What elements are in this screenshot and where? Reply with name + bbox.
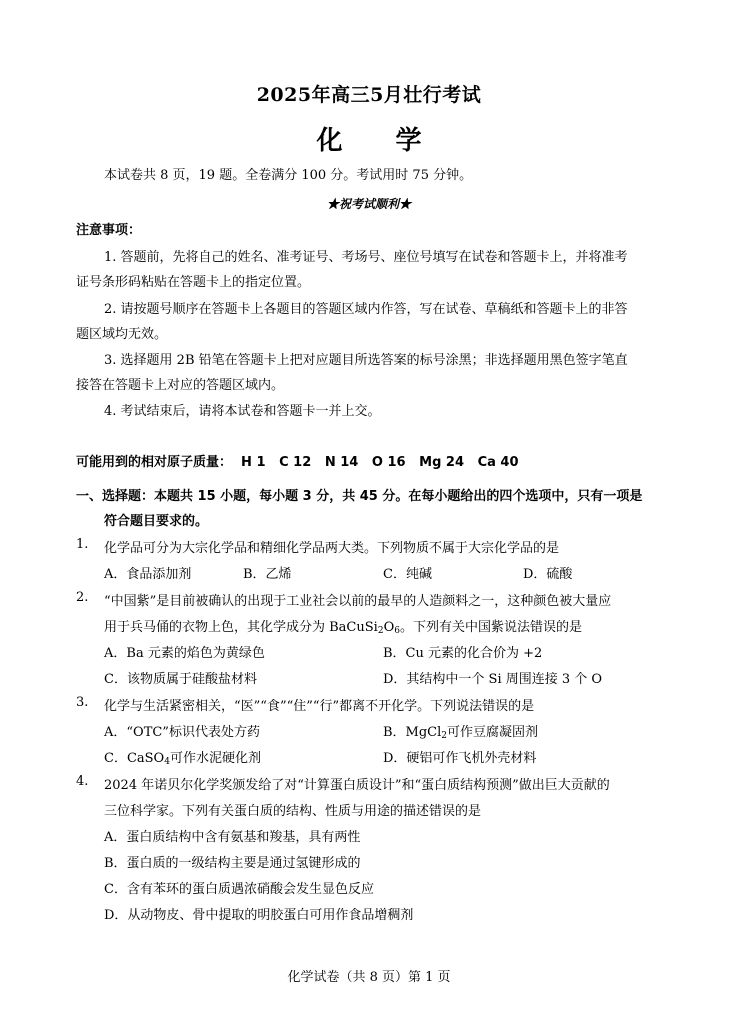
- q1-option-c: C．纯碱: [383, 567, 432, 582]
- q1-option-a: A．食品添加剂: [104, 567, 192, 582]
- q2-number: 2.: [76, 590, 89, 605]
- exam-title: 2025年高三5月壮行考试: [256, 84, 482, 106]
- q1-number: 1.: [76, 537, 89, 552]
- q3-option-b-pre: B．MgCl: [383, 725, 442, 740]
- subject-title: 化 学: [316, 126, 444, 156]
- q2-stem-line-2: [104, 616, 582, 635]
- good-luck-banner: ★祝考试顺利★: [326, 197, 411, 211]
- q1-option-b: B．乙烯: [243, 567, 292, 582]
- q3-option-a: A．“OTC”标识代表处方药: [104, 725, 260, 740]
- q2-option-c: C．该物质属于硅酸盐材料: [104, 672, 257, 687]
- q2-stem-pre: 用于兵马俑的衣物上色，其化学成分为 BaCuSi: [104, 620, 378, 635]
- note-2-line-1: 2. 请按题号顺序在答题卡上各题目的答题区域内作答，写在试卷、草稿纸和答题卡上的非答: [104, 302, 628, 317]
- q3-option-c-pre: C．CaSO: [104, 751, 165, 766]
- q4-option-d: D．从动物皮、骨中提取的明胶蛋白可用作食品增稠剂: [104, 908, 414, 923]
- notes-heading: 注意事项：: [76, 223, 142, 238]
- q4-option-c: C．含有苯环的蛋白质遇浓硝酸会发生显色反应: [104, 882, 374, 897]
- q2-stem-post: 。下列有关中国紫说法错误的是: [399, 620, 582, 635]
- q2-stem-line-1: “中国紫”是目前被确认的出现于工业社会以前的最早的人造颜料之一，这种颜色被大量应: [104, 594, 612, 609]
- note-1-line-2: 证号条形码粘贴在答题卡上的指定位置。: [76, 275, 311, 290]
- q1-option-d: D．硫酸: [523, 567, 573, 582]
- q3-stem: 化学与生活紧密相关，“医”“食”“住”“行”都离不开化学。下列说法错误的是: [104, 699, 535, 714]
- q3-option-c-post: 可作水泥硬化剂: [169, 751, 261, 766]
- q4-number: 4.: [76, 774, 89, 789]
- note-3-line-1: 3. 选择题用 2B 铅笔在答题卡上把对应题目所选答案的标号涂黑；非选择题用黑色签字笔直: [104, 353, 628, 368]
- q4-stem-line-2: 三位科学家。下列有关蛋白质的结构、性质与用途的描述错误的是: [104, 804, 482, 819]
- q2-subscript-si: 2: [377, 626, 384, 636]
- q4-option-a: A．蛋白质结构中含有氨基和羧基，具有两性: [104, 830, 361, 845]
- q2-subscript-o: 6: [394, 626, 400, 636]
- q3-option-c-sub: 4: [164, 757, 170, 767]
- note-3-line-2: 接答在答题卡上对应的答题区域内。: [76, 378, 285, 393]
- exam-info: 本试卷共 8 页，19 题。全卷满分 100 分。考试用时 75 分钟。: [104, 168, 473, 183]
- page-footer: 化学试卷（共 8 页）第 1 页: [287, 970, 451, 985]
- note-2-line-2: 题区域均无效。: [76, 327, 168, 342]
- q3-option-c: [104, 747, 261, 766]
- q3-option-b: [383, 721, 538, 740]
- q3-option-b-sub: 2: [441, 731, 448, 741]
- section-1-line-1: 一、选择题：本题共 15 小题，每小题 3 分，共 45 分。在每小题给出的四个选项中，只有一项是: [76, 489, 643, 504]
- q1-stem: 化学品可分为大宗化学品和精细化学品两大类。下列物质不属于大宗化学品的是: [104, 541, 560, 556]
- section-1-line-2: 符合题目要求的。: [104, 514, 209, 529]
- q4-option-b: B．蛋白质的一级结构主要是通过氢键形成的: [104, 856, 361, 871]
- q2-option-b: B．Cu 元素的化合价为 +2: [383, 646, 543, 661]
- note-1-line-1: 1. 答题前，先将自己的姓名、准考证号、考场号、座位号填写在试卷和答题卡上，并将准考: [104, 250, 628, 265]
- q2-option-a: A．Ba 元素的焰色为黄绿色: [104, 646, 265, 661]
- atomic-mass-line: 可能用到的相对原子质量： H 1 C 12 N 14 O 16 Mg 24 Ca 40: [76, 455, 519, 470]
- q3-option-b-post: 可作豆腐凝固剂: [447, 725, 539, 740]
- q2-option-d: D．其结构中一个 Si 周围连接 3 个 O: [383, 672, 603, 687]
- q4-stem-line-1: 2024 年诺贝尔化学奖颁发给了对“计算蛋白质设计”和“蛋白质结构预测”做出巨大贡献的: [104, 778, 610, 793]
- note-4: 4. 考试结束后，请将本试卷和答题卡一并上交。: [104, 404, 381, 419]
- q3-number: 3.: [76, 695, 89, 710]
- q2-stem-mid: O: [383, 620, 395, 635]
- q3-option-d: D．硬铝可作飞机外壳材料: [383, 751, 537, 766]
